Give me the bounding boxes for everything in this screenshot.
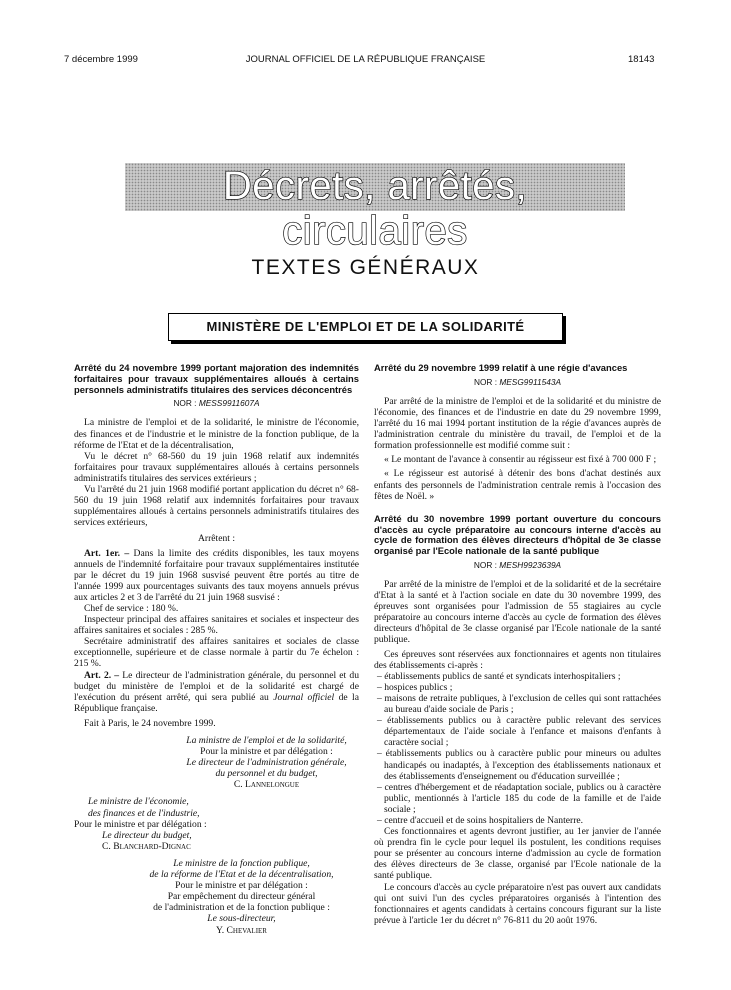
article-2-end: de la République française. xyxy=(74,691,359,714)
signature-line: Pour la ministre et par délégation : xyxy=(200,746,333,758)
nor-code: MESS9911607A xyxy=(198,398,260,409)
paragraph: Vu l'arrêté du 21 juin 1968 modifié portant application du décret n° 68-560 du 19 juin 1968 relatif aux indemnités forfaitaires pour travaux supplémentaires alloués à certains personnels administratifs titulaires des services extérieurs, xyxy=(74,484,359,529)
header-journal: JOURNAL OFFICIEL DE LA RÉPUBLIQUE FRANÇAISE xyxy=(245,54,486,65)
list-item: Inspecteur principal des affaires sanitaires et sociales et inspecteur des affaires sanitaires et sociales : 285 %. xyxy=(74,614,359,637)
establishment-list xyxy=(374,671,661,826)
journal-officiel: Journal officiel xyxy=(273,691,335,703)
signature-line: de la réforme de l'Etat et de la décentralisation, xyxy=(149,869,334,881)
signature-block-3 xyxy=(74,858,359,936)
ministry-box: MINISTÈRE DE L'EMPLOI ET DE LA SOLIDARITÉ xyxy=(168,313,563,341)
article-2 xyxy=(74,670,359,714)
signature-line: Le directeur du budget, xyxy=(102,829,192,841)
signature-line: des finances et de l'industrie, xyxy=(88,807,200,819)
article-1-text: Dans la limite des crédits disponibles, les taux moyens annuels de l'indemnité forfaitaire pour travaux supplémentaires institutée par le décret du 19 juin 1968 susvisé peuvent être portés au titre de l'année 1999 aux pourcentages suivants des taux moyens annuels prévus aux articles 2 et 3 de l'arrêté du 21 juin 1968 susvisé : xyxy=(74,547,359,603)
article-title: Arrêté du 29 novembre 1999 relatif à une régie d'avances xyxy=(374,362,628,373)
list-item: – établissements publics de santé et syndicats interhospitaliers ; xyxy=(377,670,621,682)
signature-line: Le ministre de l'économie, xyxy=(88,796,189,808)
signature-line: Le sous-directeur, xyxy=(207,913,276,925)
paragraph: Ces fonctionnaires et agents devront justifier, au 1er janvier de l'année où prendra fin le cycle pour lequel ils postulent, les conditions requises pour se présenter au concours interne d'admission au cycle de formation des élèves directeurs de 3e classe, organisé par l'Ecole nationale de la santé publique. xyxy=(374,826,661,882)
header-date: 7 décembre 1999 xyxy=(64,54,138,65)
signature-line: Pour le ministre et par délégation : xyxy=(74,818,207,830)
paragraph: Le concours d'accès au cycle préparatoire n'est pas ouvert aux candidats qui ont suivi l'un des cycles préparatoires organisés à l'intention des fonctionnaires et agents candidats à certains concours figurant sur la liste prévue à l'article 1er du décret n° 76-811 du 20 août 1976. xyxy=(374,881,661,926)
nor-label: NOR : xyxy=(473,559,497,570)
nor-line xyxy=(374,377,661,388)
arretent: Arrêtent : xyxy=(197,533,236,545)
signature-line: Par empêchement du directeur général xyxy=(167,891,316,903)
signature-block-1 xyxy=(74,735,359,790)
signature-line: Pour le ministre et par délégation : xyxy=(175,880,308,892)
nor-line xyxy=(74,398,359,409)
nor-line xyxy=(374,560,661,571)
list-item: – centres d'hébergement et de réadaptation sociale, publics ou à caractère public, mentionnés à l'article 185 du code de la famille et de l'aide sociale ; xyxy=(377,781,661,815)
signatory-name: C. Lannelongue xyxy=(233,779,300,791)
fait-a-paris: Fait à Paris, le 24 novembre 1999. xyxy=(84,717,216,729)
list-item: – maisons de retraite publiques, à l'exclusion de celles qui sont rattachées au bureau d'aide sociale de Paris ; xyxy=(377,692,661,716)
paragraph: La ministre de l'emploi et de la solidarité, le ministre de l'économie, des finances et de l'industrie et le ministre de la fonction publique, de la réforme de l'Etat et de la décentralisation, xyxy=(74,417,359,451)
signature-line: du personnel et du budget, xyxy=(215,768,318,780)
paragraph: « Le montant de l'avance à consentir au régisseur est fixé à 700 000 F ; xyxy=(384,454,657,466)
nor-code: MESG9911543A xyxy=(499,376,562,387)
paragraph: « Le régisseur est autorisé à détenir des bons d'achat destinés aux enfants des personnels de l'administration centrale remis à l'occasion des fêtes de Noël. » xyxy=(374,468,661,502)
signatory-name: C. Blanchard-Dignac xyxy=(102,840,191,852)
left-column xyxy=(74,363,359,936)
list-item: – hospices publics ; xyxy=(377,681,453,693)
list-item: – centre d'accueil et de soins hospitaliers de Nanterre. xyxy=(377,814,584,826)
signature-line: de l'administration et de la fonction publique : xyxy=(153,902,330,914)
header-page-number: 18143 xyxy=(628,54,655,65)
list-item: – établissements publics ou à caractère public pour mineurs ou adultes handicapés ou inadaptés, à l'exception des établissements nationaux et des établissements d'enseignement ou d'éducation surveillée ; xyxy=(377,748,661,782)
paragraph: Par arrêté de la ministre de l'emploi et de la solidarité et du ministre de l'économie, des finances et de l'industrie en date du 29 novembre 1999, l'arrêté du 16 mai 1994 portant institution de la régie d'avances auprès de l'administration centrale du ministère du travail, de l'emploi et de la formation professionnelle est modifié comme suit : xyxy=(374,395,661,452)
article-1-label: Art. 1er. – xyxy=(84,547,130,559)
article-title: Arrêté du 30 novembre 1999 portant ouverture du concours d'accès au cycle préparatoire au concours interne d'accès au cycle de formation des élèves directeurs d'hôpital de 3e classe organisé par l'Ecole nationale de la santé publique xyxy=(374,512,661,557)
article-2-text: Le directeur de l'administration générale, du personnel et du budget du ministère de l'emploi et de la solidarité est chargé de l'exécution du présent arrêté, qui sera publié au xyxy=(74,669,359,703)
paragraph: Par arrêté de la ministre de l'emploi et de la solidarité et de la secrétaire d'Etat à la santé et à l'action sociale en date du 30 novembre 1999, des épreuves sont organisées pour l'admission de 55 stagiaires au cycle préparatoire au concours interne d'accès au cycle de formation des élèves directeurs d'hôpital de 3e classe organisé par l'Ecole nationale de la santé publique. xyxy=(374,579,661,646)
section-title: TEXTES GÉNÉRAUX xyxy=(251,256,480,279)
banner xyxy=(125,163,625,253)
list-item: Chef de service : 180 %. xyxy=(84,602,179,614)
banner-title: Décrets, arrêtés, circulaires xyxy=(222,164,528,253)
nor-code: MESH9923639A xyxy=(499,559,562,570)
right-column xyxy=(374,363,661,926)
signature-line: La ministre de l'emploi et de la solidarité, xyxy=(186,735,347,747)
list-item: Secrétaire administratif des affaires sanitaires et sociales de classe exceptionnelle, supérieure et de classe normale à partir du 7e échelon : 215 %. xyxy=(74,636,359,670)
signatory-name: Y. Chevalier xyxy=(216,924,267,936)
article-2-label: Art. 2. – xyxy=(84,669,120,681)
list-item: – établissements publics ou à caractère public relevant des services départementaux de l'aide sociale à l'enfance et maisons d'enfants à caractère social ; xyxy=(377,715,661,749)
paragraph: Vu le décret n° 68-560 du 19 juin 1968 relatif aux indemnités forfaitaires pour travaux supplémentaires alloués à certains personnels administratifs titulaires des services extérieurs ; xyxy=(74,450,359,484)
article-1 xyxy=(74,548,359,603)
signature-block-2 xyxy=(74,796,359,851)
signature-line: Le directeur de l'administration générale, xyxy=(186,757,347,769)
paragraph: Ces épreuves sont réservées aux fonctionnaires et agents non titulaires des établissements ci-après : xyxy=(374,648,661,671)
nor-label: NOR : xyxy=(473,376,498,387)
article-title: Arrêté du 24 novembre 1999 portant majoration des indemnités forfaitaires pour travaux supplémentaires alloués à certains personnels administratifs titulaires des services déconcentrés xyxy=(74,362,359,395)
nor-label: NOR : xyxy=(173,398,197,409)
signature-line: Le ministre de la fonction publique, xyxy=(173,857,310,869)
